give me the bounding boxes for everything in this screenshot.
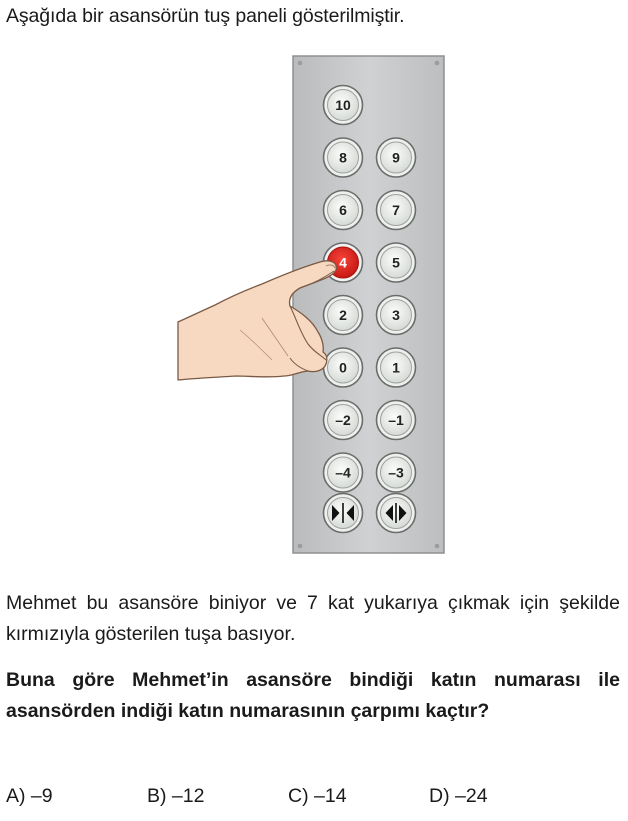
floor-button-–4[interactable] [324, 453, 363, 492]
door-open-button[interactable] [377, 494, 416, 533]
problem-paragraph: Mehmet bu asansöre biniyor ve 7 kat yukarıya çıkmak için şekilde kırmızıyla gösterilen tuşa basıyor. [6, 592, 620, 645]
floor-button-3[interactable] [377, 296, 416, 335]
elevator-panel [293, 56, 444, 553]
option-value: –14 [314, 785, 347, 807]
floor-button-8[interactable] [324, 138, 363, 177]
button-label: 7 [392, 202, 400, 218]
button-label: 9 [392, 149, 400, 166]
option-c[interactable] [288, 785, 347, 808]
button-label: –2 [335, 412, 351, 428]
option-b[interactable] [147, 785, 204, 808]
button-label: 1 [392, 359, 400, 376]
floor-button-10[interactable] [324, 86, 363, 125]
floor-button-–3[interactable] [377, 453, 416, 492]
option-letter: D) [429, 785, 450, 807]
floor-button-9[interactable] [377, 138, 416, 177]
door-close-button[interactable] [324, 494, 363, 533]
option-letter: B) [147, 785, 167, 807]
button-label: –1 [388, 412, 404, 428]
option-value: –24 [455, 785, 488, 807]
floor-button-7[interactable] [377, 191, 416, 230]
floor-button-0[interactable] [324, 348, 363, 387]
floor-button-2[interactable] [324, 296, 363, 335]
button-label: –3 [388, 464, 404, 481]
floor-button-1[interactable] [377, 348, 416, 387]
button-label: 5 [392, 254, 400, 271]
floor-button-5[interactable] [377, 243, 416, 282]
option-letter: A) [6, 785, 26, 807]
question-text: Buna göre Mehmet’in asansöre bindiği katın numarası ile asansörden indiği katın numarasının çarpımı kaçtır? [6, 669, 620, 722]
button-label: 6 [339, 202, 347, 218]
floor-button-–2[interactable] [324, 401, 363, 440]
option-a[interactable] [6, 785, 53, 808]
option-value: –9 [30, 785, 53, 807]
button-label: 0 [339, 359, 347, 376]
option-letter: C) [288, 785, 309, 807]
button-label: 10 [335, 97, 351, 113]
button-label: 3 [392, 307, 400, 323]
option-value: –12 [171, 785, 205, 807]
button-label: 2 [339, 307, 347, 323]
intro-text: Aşağıda bir asansörün tuş paneli gösterilmiştir. [6, 5, 405, 27]
button-label: –4 [335, 464, 351, 481]
floor-button-6[interactable] [324, 191, 363, 230]
floor-button-–1[interactable] [377, 401, 416, 440]
button-label: 8 [339, 149, 347, 166]
button-label: 4 [339, 254, 347, 271]
option-d[interactable] [429, 785, 488, 808]
